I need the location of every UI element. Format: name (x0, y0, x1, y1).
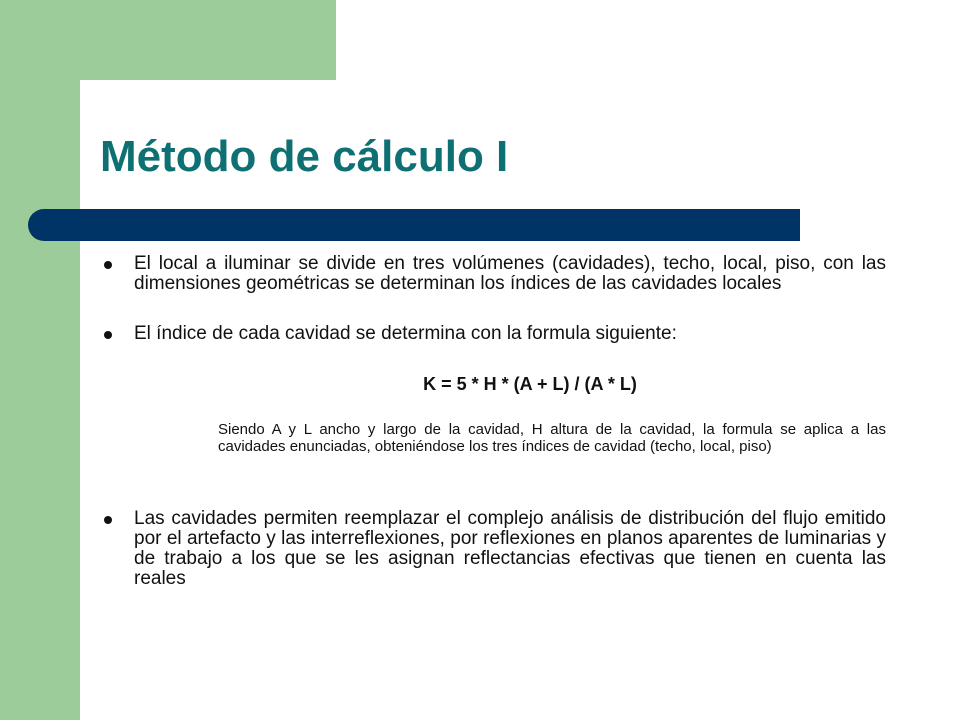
title-underline-bar (28, 209, 800, 241)
bullet-text: El índice de cada cavidad se determina con la formula siguiente: (134, 323, 677, 344)
slide-content (100, 250, 886, 589)
bullet-item (100, 254, 886, 294)
bullet-dot-icon (104, 516, 112, 524)
formula: K = 5 * H * (A + L) / (A * L) (423, 374, 637, 394)
bullet-dot-icon (104, 261, 112, 269)
formula-note: Siendo A y L ancho y largo de la cavidad, H altura de la cavidad, la formula se aplica a las cavidades enunciadas, obteniéndose los tres índices de cavidad (techo, local, piso) (218, 421, 886, 455)
bullet-text: Las cavidades permiten reemplazar el complejo análisis de distribución del flujo emitido por el artefacto y las interreflexiones, por reflexiones en planos aparentes de luminarias y de trabajo a los que se les asignan reflectancias efectivas que tienen en cuenta las reales (134, 508, 886, 589)
bullet-text: El local a iluminar se divide en tres volúmenes (cavidades), techo, local, piso, con las dimensiones geométricas se determinan los índices de las cavidades locales (134, 253, 886, 294)
decorative-green-strip (0, 0, 80, 720)
decorative-green-top (80, 0, 336, 80)
panel-corner (80, 80, 140, 140)
bullet-dot-icon (104, 331, 112, 339)
bullet-item (100, 324, 886, 344)
bullet-item (100, 509, 886, 589)
slide-title: Método de cálculo I (100, 132, 509, 181)
